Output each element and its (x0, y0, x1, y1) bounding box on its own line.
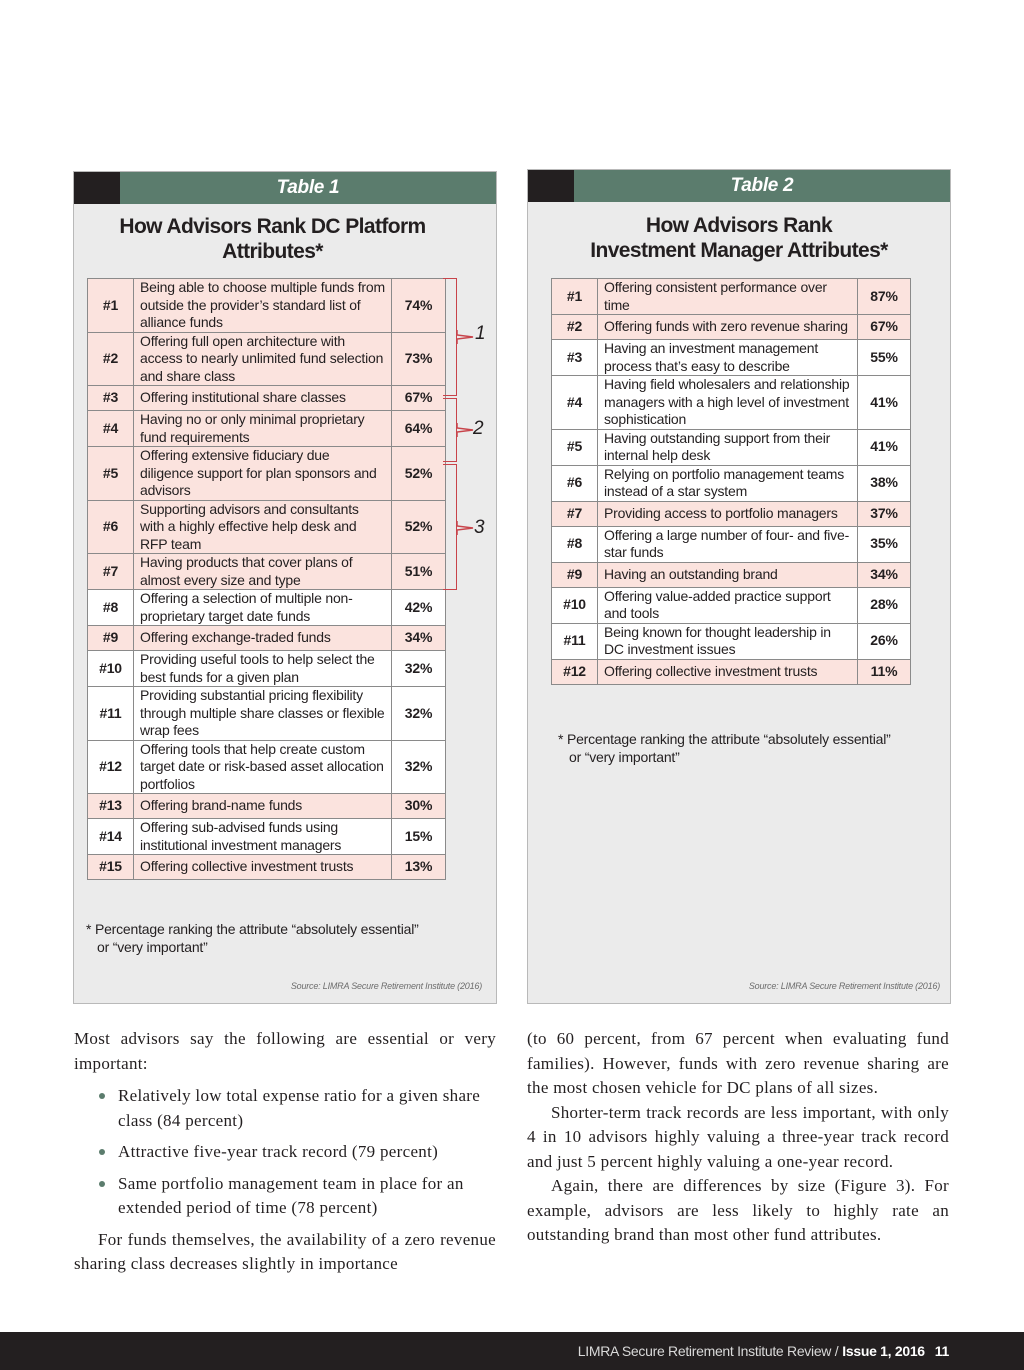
bullet-item (74, 1140, 496, 1165)
table-row (88, 332, 446, 386)
attribute-cell: Offering exchange-traded funds (134, 626, 392, 651)
bullet-list (74, 1084, 496, 1221)
attribute-cell: Having no or only minimal proprietary fund requirements (134, 411, 392, 447)
table-row (88, 687, 446, 741)
rank-cell: #5 (552, 429, 598, 465)
header-dark-block (528, 170, 574, 202)
percent-cell: 37% (858, 501, 911, 526)
issue-label: Issue 1, 2016 (842, 1343, 925, 1359)
percent-cell: 32% (392, 740, 446, 794)
table1-label: Table 1 (120, 172, 496, 204)
attribute-cell: Offering brand-name funds (134, 794, 392, 819)
percent-cell: 38% (858, 465, 911, 501)
rank-cell: #14 (88, 819, 134, 855)
rank-cell: #11 (552, 623, 598, 659)
rank-cell: #8 (552, 526, 598, 562)
paragraph: Shorter-term track records are less important, with only 4 in 10 advisors highly valuing a three-year track record and just 5 percent highly valuing a one-year record. (527, 1102, 949, 1171)
bracket-3-notch (455, 521, 475, 535)
rank-cell: #1 (552, 279, 598, 315)
attribute-cell: Offering full open architecture with access to nearly unlimited fund selection and share class (134, 332, 392, 386)
table2-header (528, 170, 950, 202)
attribute-cell: Having outstanding support from their internal help desk (598, 429, 858, 465)
table2-title-line2: Investment Manager Attributes* (590, 239, 888, 262)
table-row (552, 429, 911, 465)
bracket-label-3: 3 (474, 517, 485, 538)
rank-cell: #3 (88, 386, 134, 411)
rank-cell: #7 (88, 554, 134, 590)
intro-paragraph: Most advisors say the following are essential or very important: (74, 1029, 496, 1073)
paragraph: For funds themselves, the availability of a zero revenue sharing class decreases slightly in importance (74, 1229, 496, 1273)
percent-cell: 15% (392, 819, 446, 855)
percent-cell: 52% (392, 447, 446, 501)
table1-panel (73, 171, 497, 1004)
bullet-text: Attractive five-year track record (79 percent) (118, 1142, 439, 1161)
attribute-cell: Offering value-added practice support and tools (598, 587, 858, 623)
table-row (88, 447, 446, 501)
table-row (552, 562, 911, 587)
rank-cell: #10 (88, 651, 134, 687)
rank-cell: #5 (88, 447, 134, 501)
percent-cell: 64% (392, 411, 446, 447)
rank-cell: #4 (552, 376, 598, 430)
body-column-right (527, 1027, 949, 1248)
percent-cell: 51% (392, 554, 446, 590)
page-number: 11 (934, 1343, 949, 1359)
bracket-2-notch (455, 423, 475, 437)
table2-source: Source: LIMRA Secure Retirement Institute (2016) (748, 981, 940, 991)
rank-cell: #2 (88, 332, 134, 386)
rank-cell: #12 (552, 659, 598, 684)
percent-cell: 32% (392, 687, 446, 741)
rank-cell: #2 (552, 315, 598, 340)
rank-cell: #10 (552, 587, 598, 623)
rank-cell: #4 (88, 411, 134, 447)
table-row (552, 623, 911, 659)
table-row (88, 651, 446, 687)
table1-title: How Advisors Rank DC Platform Attributes* (119, 215, 426, 263)
percent-cell: 73% (392, 332, 446, 386)
bullet-item (74, 1084, 496, 1133)
attribute-cell: Being known for thought leadership in DC investment issues (598, 623, 858, 659)
percent-cell: 41% (858, 376, 911, 430)
attribute-cell: Providing useful tools to help select the best funds for a given plan (134, 651, 392, 687)
publication-name: LIMRA Secure Retirement Institute Review / (577, 1343, 839, 1359)
header-dark-block (74, 172, 120, 204)
table-row (88, 590, 446, 626)
table-row (552, 279, 911, 315)
table-row (88, 500, 446, 554)
paragraph: (to 60 percent, from 67 percent when evaluating fund families). However, funds with zero revenue sharing are the most chosen vehicle for DC plans of all sizes. (527, 1029, 949, 1097)
percent-cell: 55% (858, 340, 911, 376)
table-row (88, 794, 446, 819)
rank-cell: #1 (88, 279, 134, 333)
table-row (88, 279, 446, 333)
footnote-line1: * Percentage ranking the attribute “absolutely essential” (86, 921, 419, 937)
attribute-cell: Having field wholesalers and relationship managers with a high level of investment sophistication (598, 376, 858, 430)
attribute-cell: Offering collective investment trusts (134, 855, 392, 880)
bullet-text: Relatively low total expense ratio for a given share class (84 percent) (118, 1086, 481, 1130)
table1 (87, 278, 446, 880)
attribute-cell: Offering sub-advised funds using institutional investment managers (134, 819, 392, 855)
percent-cell: 67% (392, 386, 446, 411)
percent-cell: 74% (392, 279, 446, 333)
rank-cell: #12 (88, 740, 134, 794)
attribute-cell: Supporting advisors and consultants with a highly effective help desk and RFP team (134, 500, 392, 554)
percent-cell: 26% (858, 623, 911, 659)
table2-title-line1: How Advisors Rank (645, 214, 833, 237)
percent-cell: 32% (392, 651, 446, 687)
attribute-cell: Providing access to portfolio managers (598, 501, 858, 526)
table-row (552, 501, 911, 526)
bullet-icon (99, 1149, 105, 1155)
bullet-icon (99, 1093, 105, 1099)
rank-cell: #11 (88, 687, 134, 741)
bracket-1-notch (455, 330, 475, 344)
bracket-label-2: 2 (473, 418, 484, 439)
table2-label: Table 2 (574, 170, 950, 202)
rank-cell: #9 (552, 562, 598, 587)
table-row (552, 587, 911, 623)
table-row (552, 465, 911, 501)
bullet-item (74, 1172, 496, 1221)
attribute-cell: Offering institutional share classes (134, 386, 392, 411)
table-row (88, 554, 446, 590)
table-row (88, 855, 446, 880)
rank-cell: #13 (88, 794, 134, 819)
rank-cell: #7 (552, 501, 598, 526)
rank-cell: #8 (88, 590, 134, 626)
percent-cell: 34% (392, 626, 446, 651)
attribute-cell: Being able to choose multiple funds from outside the provider’s standard list of alliance funds (134, 279, 392, 333)
table1-source: Source: LIMRA Secure Retirement Institute (2016) (290, 981, 482, 991)
percent-cell: 52% (392, 500, 446, 554)
body-column-left (74, 1027, 496, 1277)
footnote-line2: or “very important” (97, 939, 208, 955)
rank-cell: #3 (552, 340, 598, 376)
footnote-line2: or “very important” (569, 749, 680, 765)
table2-footnote (558, 730, 891, 766)
table-row (88, 626, 446, 651)
attribute-cell: Offering a large number of four- and five-star funds (598, 526, 858, 562)
table-row (552, 526, 911, 562)
percent-cell: 41% (858, 429, 911, 465)
table-row (552, 376, 911, 430)
percent-cell: 35% (858, 526, 911, 562)
table-row (552, 659, 911, 684)
paragraph: Again, there are differences by size (Figure 3). For example, advisors are less likely to highly rate an outstanding brand than most other fund attributes. (527, 1176, 949, 1244)
footnote-line1: * Percentage ranking the attribute “absolutely essential” (558, 731, 891, 747)
attribute-cell: Providing substantial pricing flexibility through multiple share classes or flexible wrap fees (134, 687, 392, 741)
percent-cell: 87% (858, 279, 911, 315)
rank-cell: #9 (88, 626, 134, 651)
attribute-cell: Having an investment management process that’s easy to describe (598, 340, 858, 376)
rank-cell: #6 (88, 500, 134, 554)
percent-cell: 34% (858, 562, 911, 587)
attribute-cell: Offering funds with zero revenue sharing (598, 315, 858, 340)
percent-cell: 13% (392, 855, 446, 880)
bracket-label-1: 1 (475, 323, 486, 344)
table-row (552, 315, 911, 340)
attribute-cell: Having products that cover plans of almost every size and type (134, 554, 392, 590)
bullet-text: Same portfolio management team in place for an extended period of time (78 percent) (118, 1173, 464, 1217)
attribute-cell: Having an outstanding brand (598, 562, 858, 587)
table1-footnote (86, 920, 419, 956)
percent-cell: 67% (858, 315, 911, 340)
table-row (88, 819, 446, 855)
table2-title (528, 213, 950, 263)
table-row (88, 386, 446, 411)
page-footer (0, 1332, 1024, 1370)
attribute-cell: Offering consistent performance over time (598, 279, 858, 315)
table2-panel (527, 169, 951, 1004)
percent-cell: 11% (858, 659, 911, 684)
attribute-cell: Offering collective investment trusts (598, 659, 858, 684)
rank-cell: #15 (88, 855, 134, 880)
table-row (88, 740, 446, 794)
table1-header (74, 172, 496, 204)
rank-cell: #6 (552, 465, 598, 501)
bullet-icon (99, 1181, 105, 1187)
table-row (88, 411, 446, 447)
percent-cell: 30% (392, 794, 446, 819)
table-row (552, 340, 911, 376)
attribute-cell: Offering extensive fiduciary due diligence support for plan sponsors and advisors (134, 447, 392, 501)
table2 (551, 278, 911, 685)
percent-cell: 28% (858, 587, 911, 623)
attribute-cell: Offering tools that help create custom target date or risk-based asset allocation portfolios (134, 740, 392, 794)
attribute-cell: Relying on portfolio management teams instead of a star system (598, 465, 858, 501)
attribute-cell: Offering a selection of multiple non-proprietary target date funds (134, 590, 392, 626)
percent-cell: 42% (392, 590, 446, 626)
